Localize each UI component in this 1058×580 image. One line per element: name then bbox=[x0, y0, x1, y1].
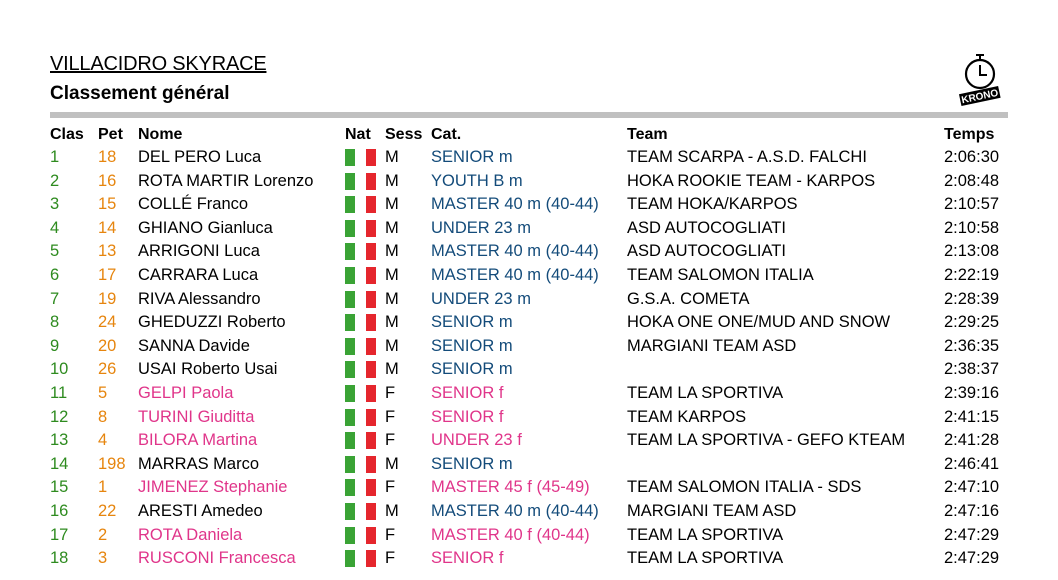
sex-cell: M bbox=[385, 454, 399, 473]
table-row bbox=[0, 453, 1058, 476]
col-team: Team bbox=[627, 126, 668, 143]
time-cell: 2:39:16 bbox=[944, 384, 1000, 402]
sex-cell: M bbox=[385, 242, 399, 261]
bib-cell: 13 bbox=[98, 242, 117, 261]
team-cell: TEAM HOKA/KARPOS bbox=[627, 195, 798, 214]
bib-cell: 198 bbox=[98, 454, 126, 473]
bib-cell: 2 bbox=[98, 525, 108, 544]
col-temps: Temps bbox=[944, 126, 995, 143]
name-cell: CARRARA Luca bbox=[138, 266, 259, 284]
name-cell: USAI Roberto Usai bbox=[138, 360, 278, 379]
time-cell: 2:47:16 bbox=[944, 502, 1000, 520]
time-cell: 2:41:28 bbox=[944, 431, 1000, 450]
team-cell: TEAM LA SPORTIVA bbox=[627, 525, 784, 544]
team-cell: HOKA ONE ONE/MUD AND SNOW bbox=[627, 313, 891, 332]
table-row bbox=[0, 429, 1058, 452]
col-clas: Clas bbox=[50, 126, 84, 143]
time-cell: 2:46:41 bbox=[944, 454, 1000, 473]
name-cell: JIMENEZ Stephanie bbox=[138, 478, 288, 497]
sex-cell: M bbox=[385, 313, 399, 332]
table-row bbox=[0, 288, 1058, 311]
sex-cell: M bbox=[385, 502, 399, 520]
col-sess: Sess bbox=[385, 126, 423, 143]
sex-cell: M bbox=[385, 148, 399, 166]
rank-cell: 1 bbox=[50, 148, 60, 166]
rank-cell: 8 bbox=[50, 313, 60, 332]
svg-text:KRONO: KRONO bbox=[960, 87, 1000, 107]
ranking-subtitle: Classement général bbox=[50, 83, 230, 104]
bib-cell: 19 bbox=[98, 289, 117, 308]
sex-cell: F bbox=[385, 478, 396, 497]
italy-flag-icon bbox=[345, 338, 377, 355]
time-cell: 2:13:08 bbox=[944, 242, 1000, 261]
team-cell: TEAM KARPOS bbox=[627, 407, 747, 426]
rank-cell: 4 bbox=[50, 218, 60, 237]
category-cell: MASTER 40 m (40-44) bbox=[431, 195, 599, 214]
team-cell: MARGIANI TEAM ASD bbox=[627, 336, 797, 355]
name-cell: BILORA Martina bbox=[138, 431, 258, 450]
category-cell: SENIOR f bbox=[431, 549, 504, 568]
category-cell: SENIOR f bbox=[431, 407, 504, 426]
table-row bbox=[0, 240, 1058, 263]
rank-cell: 11 bbox=[50, 384, 68, 402]
bib-cell: 1 bbox=[98, 478, 108, 497]
bib-cell: 26 bbox=[98, 360, 117, 379]
table-row bbox=[0, 500, 1058, 523]
rank-cell: 6 bbox=[50, 266, 60, 284]
time-cell: 2:38:37 bbox=[944, 360, 1000, 379]
sex-cell: F bbox=[385, 407, 396, 426]
bib-cell: 5 bbox=[98, 384, 108, 402]
table-row bbox=[0, 406, 1058, 429]
name-cell: ROTA Daniela bbox=[138, 525, 243, 544]
italy-flag-icon bbox=[345, 243, 377, 260]
team-cell: TEAM SALOMON ITALIA bbox=[627, 266, 814, 284]
time-cell: 2:47:10 bbox=[944, 478, 1000, 497]
rank-cell: 13 bbox=[50, 431, 69, 450]
header-divider bbox=[50, 112, 1008, 118]
name-cell: TURINI Giuditta bbox=[138, 407, 255, 426]
sex-cell: M bbox=[385, 171, 399, 190]
team-cell: TEAM LA SPORTIVA bbox=[627, 384, 784, 402]
italy-flag-icon bbox=[345, 385, 377, 402]
bib-cell: 24 bbox=[98, 313, 117, 332]
name-cell: GELPI Paola bbox=[138, 384, 234, 402]
time-cell: 2:36:35 bbox=[944, 336, 1000, 355]
italy-flag-icon bbox=[345, 267, 377, 284]
time-cell: 2:47:29 bbox=[944, 549, 1000, 568]
category-cell: SENIOR m bbox=[431, 313, 513, 332]
rank-cell: 10 bbox=[50, 360, 69, 379]
italy-flag-icon bbox=[345, 550, 377, 567]
col-nat: Nat bbox=[345, 126, 371, 143]
time-cell: 2:41:15 bbox=[944, 407, 1000, 426]
italy-flag-icon bbox=[345, 503, 377, 520]
bib-cell: 22 bbox=[98, 502, 117, 520]
team-cell: MARGIANI TEAM ASD bbox=[627, 502, 797, 520]
table-row bbox=[0, 217, 1058, 240]
table-row bbox=[0, 358, 1058, 381]
table-row bbox=[0, 524, 1058, 547]
bib-cell: 4 bbox=[98, 431, 108, 450]
time-cell: 2:10:58 bbox=[944, 218, 1000, 237]
table-row bbox=[0, 311, 1058, 334]
sex-cell: M bbox=[385, 218, 399, 237]
name-cell: MARRAS Marco bbox=[138, 454, 260, 473]
sex-cell: M bbox=[385, 289, 399, 308]
time-cell: 2:22:19 bbox=[944, 266, 1000, 284]
italy-flag-icon bbox=[345, 291, 377, 308]
italy-flag-icon bbox=[345, 527, 377, 544]
italy-flag-icon bbox=[345, 220, 377, 237]
race-title: VILLACIDRO SKYRACE bbox=[50, 53, 267, 75]
sex-cell: F bbox=[385, 431, 396, 450]
table-row bbox=[0, 146, 1058, 169]
bib-cell: 20 bbox=[98, 336, 117, 355]
rank-cell: 17 bbox=[50, 525, 69, 544]
sex-cell: M bbox=[385, 336, 399, 355]
category-cell: SENIOR f bbox=[431, 384, 504, 402]
sex-cell: F bbox=[385, 525, 396, 544]
italy-flag-icon bbox=[345, 432, 377, 449]
name-cell: GHEDUZZI Roberto bbox=[138, 313, 286, 332]
rank-cell: 15 bbox=[50, 478, 69, 497]
table-row bbox=[0, 170, 1058, 193]
category-cell: MASTER 45 f (45-49) bbox=[431, 478, 590, 497]
italy-flag-icon bbox=[345, 173, 377, 190]
name-cell: ROTA MARTIR Lorenzo bbox=[138, 171, 314, 190]
category-cell: UNDER 23 m bbox=[431, 289, 531, 308]
table-row bbox=[0, 335, 1058, 358]
name-cell: RUSCONI Francesca bbox=[138, 549, 296, 568]
table-header bbox=[0, 123, 1058, 146]
rank-cell: 16 bbox=[50, 502, 69, 520]
category-cell: SENIOR m bbox=[431, 336, 513, 355]
name-cell: COLLÉ Franco bbox=[138, 195, 249, 214]
category-cell: SENIOR m bbox=[431, 148, 513, 166]
italy-flag-icon bbox=[345, 149, 377, 166]
time-cell: 2:10:57 bbox=[944, 195, 1000, 214]
category-cell: MASTER 40 m (40-44) bbox=[431, 242, 599, 261]
italy-flag-icon bbox=[345, 314, 377, 331]
italy-flag-icon bbox=[345, 361, 377, 378]
name-cell: ARESTI Amedeo bbox=[138, 502, 263, 520]
category-cell: UNDER 23 f bbox=[431, 431, 522, 450]
category-cell: MASTER 40 m (40-44) bbox=[431, 502, 599, 520]
name-cell: GHIANO Gianluca bbox=[138, 218, 273, 237]
team-cell: G.S.A. COMETA bbox=[627, 289, 750, 308]
col-cat: Cat. bbox=[431, 126, 462, 143]
rank-cell: 12 bbox=[50, 407, 69, 426]
rank-cell: 7 bbox=[50, 289, 60, 308]
table-row bbox=[0, 382, 1058, 405]
table-row bbox=[0, 193, 1058, 216]
rank-cell: 14 bbox=[50, 454, 69, 473]
bib-cell: 16 bbox=[98, 171, 117, 190]
category-cell: MASTER 40 f (40-44) bbox=[431, 525, 590, 544]
bib-cell: 8 bbox=[98, 407, 108, 426]
team-cell: TEAM LA SPORTIVA bbox=[627, 549, 784, 568]
col-nome: Nome bbox=[138, 126, 183, 143]
italy-flag-icon bbox=[345, 196, 377, 213]
table-row bbox=[0, 264, 1058, 287]
time-cell: 2:29:25 bbox=[944, 313, 1000, 332]
category-cell: UNDER 23 m bbox=[431, 218, 531, 237]
team-cell: TEAM SCARPA - A.S.D. FALCHI bbox=[627, 148, 867, 166]
sex-cell: M bbox=[385, 360, 399, 379]
team-cell: ASD AUTOCOGLIATI bbox=[627, 242, 786, 261]
table-row bbox=[0, 547, 1058, 570]
name-cell: RIVA Alessandro bbox=[138, 289, 261, 308]
team-cell: TEAM LA SPORTIVA - GEFO KTEAM bbox=[627, 431, 906, 450]
category-cell: SENIOR m bbox=[431, 454, 513, 473]
rank-cell: 18 bbox=[50, 549, 69, 568]
sex-cell: M bbox=[385, 195, 399, 214]
bib-cell: 3 bbox=[98, 549, 108, 568]
category-cell: MASTER 40 m (40-44) bbox=[431, 266, 599, 284]
team-cell: TEAM SALOMON ITALIA - SDS bbox=[627, 478, 862, 497]
name-cell: SANNA Davide bbox=[138, 336, 250, 355]
rank-cell: 3 bbox=[50, 195, 60, 214]
name-cell: DEL PERO Luca bbox=[138, 148, 262, 166]
sex-cell: F bbox=[385, 384, 396, 402]
col-pet: Pet bbox=[98, 126, 123, 143]
rank-cell: 9 bbox=[50, 336, 60, 355]
time-cell: 2:06:30 bbox=[944, 148, 1000, 166]
italy-flag-icon bbox=[345, 456, 377, 473]
sex-cell: F bbox=[385, 549, 396, 568]
category-cell: SENIOR m bbox=[431, 360, 513, 379]
italy-flag-icon bbox=[345, 479, 377, 496]
italy-flag-icon bbox=[345, 409, 377, 426]
category-cell: YOUTH B m bbox=[431, 171, 523, 190]
team-cell: HOKA ROOKIE TEAM - KARPOS bbox=[627, 171, 876, 190]
rank-cell: 2 bbox=[50, 171, 60, 190]
rank-cell: 5 bbox=[50, 242, 60, 261]
name-cell: ARRIGONI Luca bbox=[138, 242, 260, 261]
table-row bbox=[0, 476, 1058, 499]
krono-stopwatch-logo bbox=[956, 52, 1004, 108]
time-cell: 2:47:29 bbox=[944, 525, 1000, 544]
bib-cell: 14 bbox=[98, 218, 117, 237]
team-cell: ASD AUTOCOGLIATI bbox=[627, 218, 786, 237]
bib-cell: 17 bbox=[98, 266, 117, 284]
sex-cell: M bbox=[385, 266, 399, 284]
bib-cell: 18 bbox=[98, 148, 117, 166]
time-cell: 2:08:48 bbox=[944, 171, 1000, 190]
bib-cell: 15 bbox=[98, 195, 117, 214]
time-cell: 2:28:39 bbox=[944, 289, 1000, 308]
